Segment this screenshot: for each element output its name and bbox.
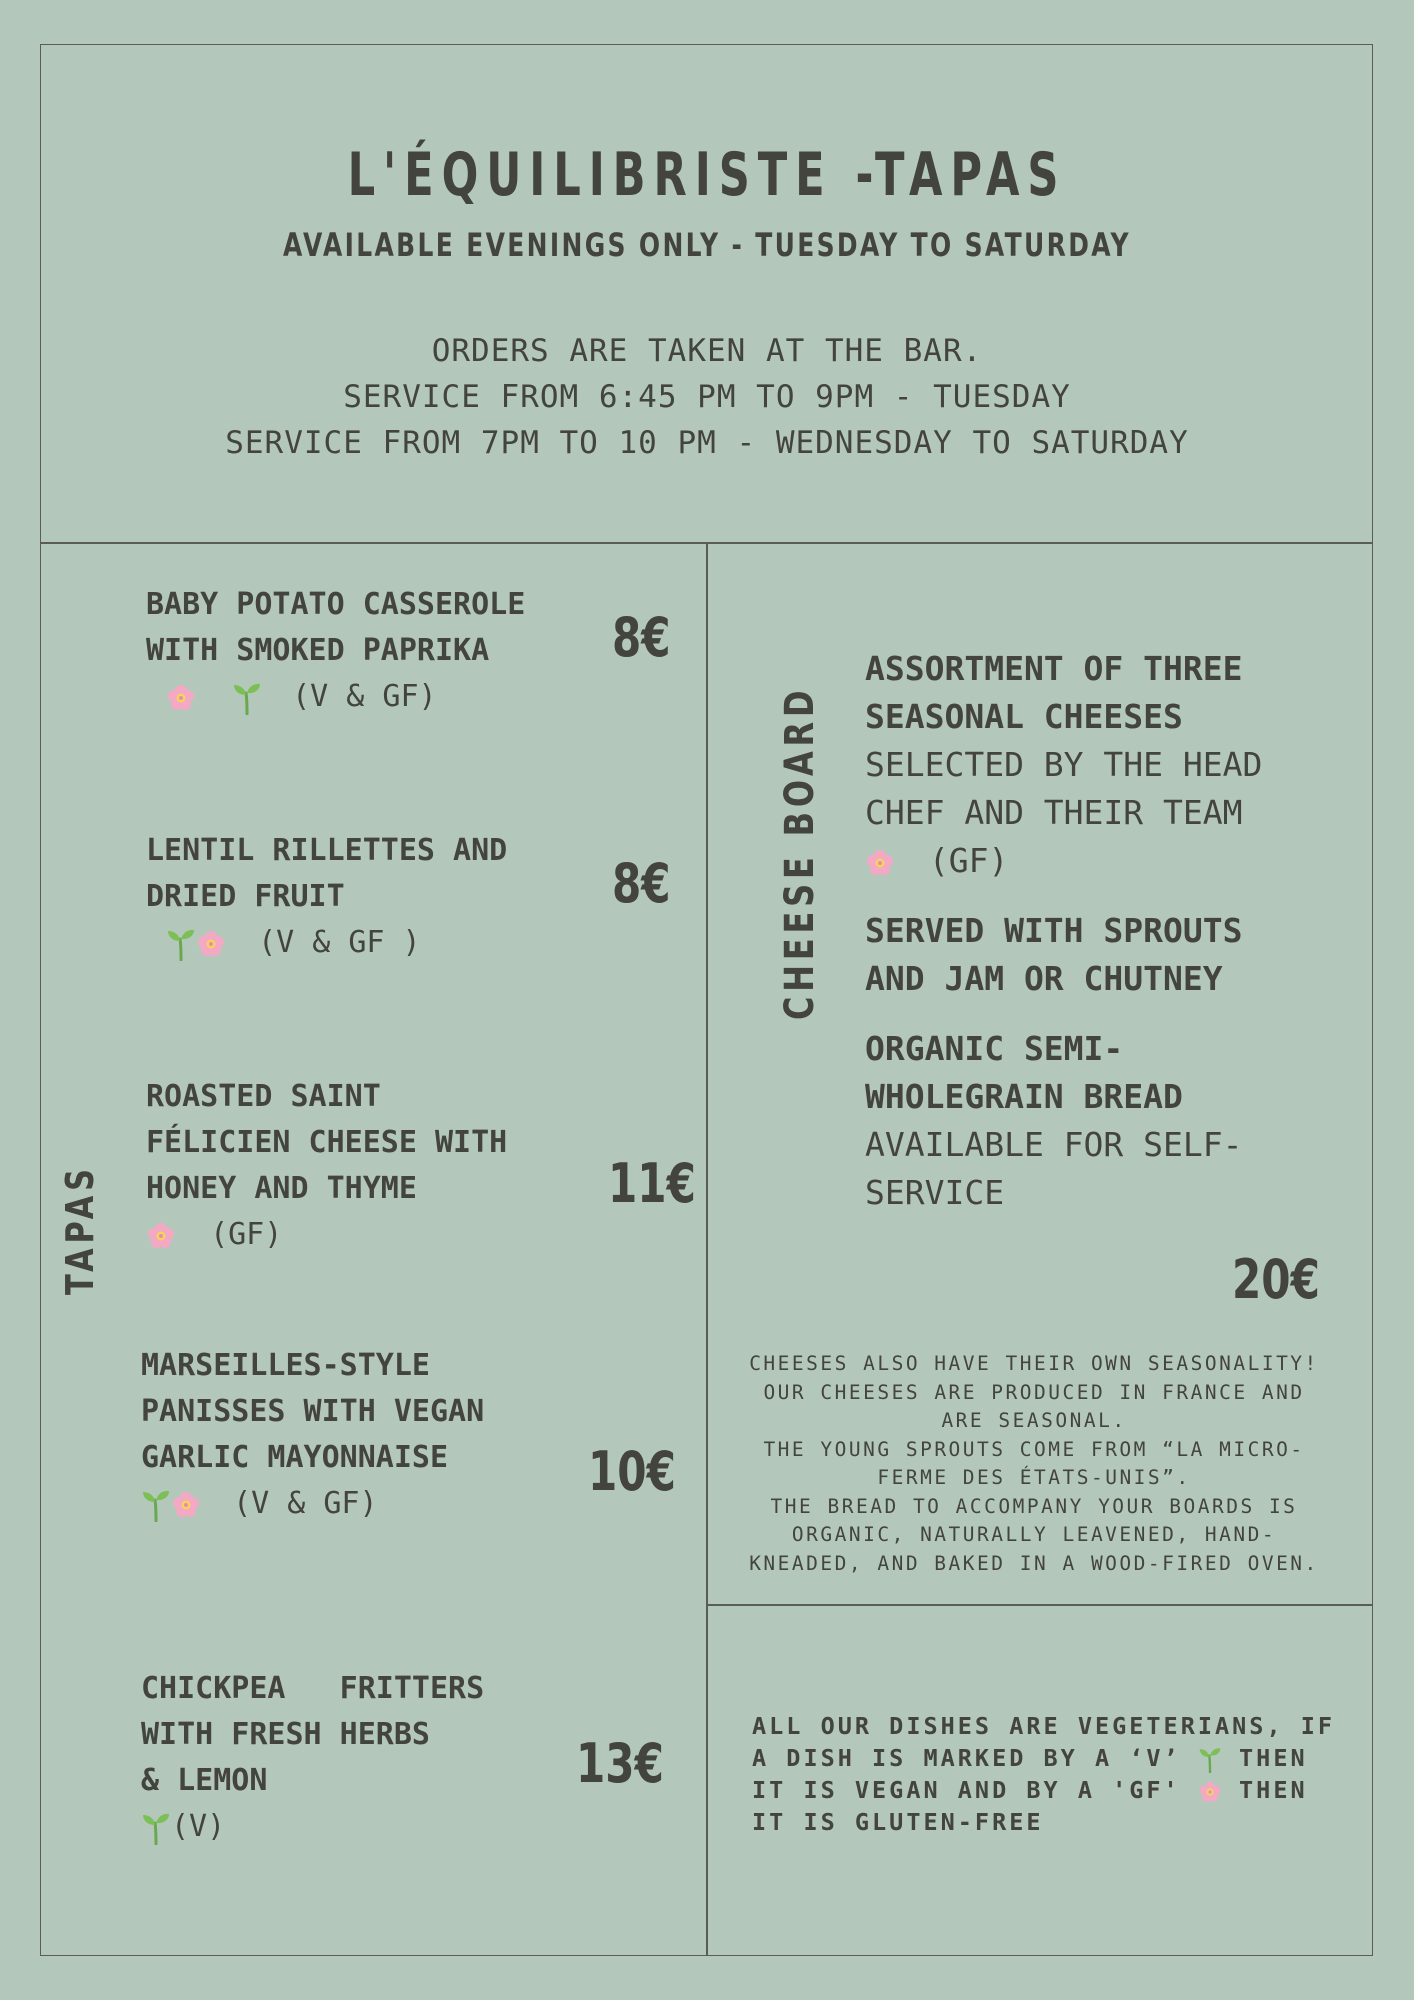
tapas-item-price: 11€ bbox=[608, 1152, 696, 1215]
service-info-line: SERVICE FROM 7PM TO 10 PM - WEDNESDAY TO SATURDAY bbox=[225, 425, 1189, 461]
tapas-item-name: & LEMON bbox=[141, 1763, 268, 1798]
tapas-item-name: DRIED FRUIT bbox=[146, 879, 345, 914]
cheese-note-line: CHEESES ALSO HAVE THEIR OWN SEASONALITY! bbox=[749, 1352, 1319, 1375]
service-info-line: ORDERS ARE TAKEN AT THE BAR. bbox=[431, 333, 983, 369]
legend-text: A DISH IS MARKED BY A ‘V’ bbox=[752, 1744, 1181, 1772]
tapas-item-price: 8€ bbox=[612, 606, 671, 669]
tapas-item-name: PANISSES WITH VEGAN bbox=[141, 1394, 485, 1429]
cheese-assortment-title: SEASONAL CHEESES bbox=[865, 697, 1183, 736]
tapas-item-tag: (V & GF) bbox=[292, 679, 437, 714]
legend-text: THEN bbox=[1239, 1776, 1308, 1804]
flower-icon bbox=[166, 683, 196, 713]
service-info-line: SERVICE FROM 6:45 PM TO 9PM - TUESDAY bbox=[343, 379, 1071, 415]
cheese-note-line: OUR CHEESES ARE PRODUCED IN FRANCE AND bbox=[763, 1380, 1305, 1404]
flower-icon bbox=[171, 1490, 201, 1520]
cheese-note-line: FERME DES ÉTATS-UNIS”. bbox=[877, 1466, 1191, 1489]
cheese-note-line: ARE SEASONAL. bbox=[941, 1409, 1127, 1432]
cheese-note-line: KNEADED, AND BAKED IN A WOOD-FIRED OVEN. bbox=[749, 1551, 1319, 1575]
cheese-assortment-tag-row bbox=[865, 837, 1335, 885]
tapas-item-name: FÉLICIEN CHEESE WITH bbox=[146, 1125, 508, 1160]
tapas-item-price: 8€ bbox=[612, 852, 671, 915]
tapas-item bbox=[146, 1074, 507, 1258]
sprout-icon bbox=[232, 681, 262, 715]
tapas-item-tag: (V & GF ) bbox=[258, 925, 421, 960]
column-divider bbox=[706, 542, 708, 1956]
tapas-item bbox=[141, 1343, 484, 1527]
legend-line: ALL OUR DISHES ARE VEGETERIANS, IF bbox=[752, 1712, 1336, 1740]
tapas-item-tag-row bbox=[141, 1804, 484, 1850]
cheese-bread-desc: SERVICE bbox=[865, 1173, 1005, 1212]
flower-icon bbox=[196, 929, 226, 959]
cheese-note-line: ORGANIC, NATURALLY LEAVENED, HAND- bbox=[791, 1523, 1277, 1546]
cheese-assortment-desc: SELECTED BY THE HEAD bbox=[865, 745, 1263, 784]
menu-subtitle: AVAILABLE EVENINGS ONLY - TUESDAY TO SATURDAY bbox=[283, 226, 1131, 264]
tapas-item-name: WITH SMOKED PAPRIKA bbox=[146, 633, 490, 668]
cheese-board-price: 20€ bbox=[1232, 1248, 1320, 1311]
flower-icon bbox=[865, 848, 895, 878]
menu-title: L'ÉQUILIBRISTE -TAPAS bbox=[347, 140, 1067, 210]
tapas-item-tag: (V & GF) bbox=[233, 1486, 378, 1521]
cheese-note-line: THE YOUNG SPROUTS COME FROM “LA MICRO- bbox=[763, 1437, 1305, 1461]
cheese-bread-desc: AVAILABLE FOR SELF- bbox=[865, 1125, 1243, 1164]
cheese-board-description bbox=[865, 645, 1335, 1217]
sprout-icon bbox=[141, 1488, 171, 1522]
tapas-item-tag: (V) bbox=[171, 1809, 226, 1844]
diet-legend bbox=[752, 1710, 1352, 1838]
legend-line bbox=[752, 1774, 1352, 1806]
tapas-item-name: HONEY AND THYME bbox=[146, 1171, 417, 1206]
tapas-item-tag: (GF) bbox=[210, 1217, 283, 1252]
cheese-served-with: AND JAM OR CHUTNEY bbox=[865, 959, 1223, 998]
sprout-icon bbox=[1198, 1746, 1222, 1773]
tapas-item-name: MARSEILLES-STYLE bbox=[141, 1348, 430, 1383]
tapas-item-tag-row bbox=[146, 1212, 507, 1258]
legend-text: IT IS VEGAN AND BY A 'GF' bbox=[752, 1776, 1181, 1804]
tapas-item-tag-row bbox=[146, 674, 525, 720]
tapas-item-tag-row bbox=[141, 1481, 484, 1527]
tapas-item-name: BABY POTATO CASSEROLE bbox=[146, 587, 526, 622]
sprout-icon bbox=[166, 927, 196, 961]
cheese-note-line: THE BREAD TO ACCOMPANY YOUR BOARDS IS bbox=[770, 1494, 1298, 1518]
cheese-notes bbox=[718, 1350, 1350, 1578]
legend-line: IT IS GLUTEN-FREE bbox=[752, 1808, 1044, 1836]
tapas-section-label: TAPAS bbox=[58, 1164, 102, 1295]
tapas-item-price: 10€ bbox=[588, 1440, 676, 1503]
cheese-served-with: SERVED WITH SPROUTS bbox=[865, 911, 1243, 950]
legend-divider bbox=[706, 1604, 1373, 1606]
sprout-icon bbox=[141, 1811, 171, 1845]
cheese-bread-title: ORGANIC SEMI- bbox=[865, 1029, 1124, 1068]
cheese-assortment-desc: CHEF AND THEIR TEAM bbox=[865, 793, 1243, 832]
tapas-item bbox=[146, 582, 525, 720]
cheese-assortment-title: ASSORTMENT OF THREE bbox=[865, 649, 1243, 688]
cheese-assortment-tag: (GF) bbox=[928, 841, 1009, 880]
legend-text: THEN bbox=[1239, 1744, 1308, 1772]
tapas-item-tag-row bbox=[146, 920, 507, 966]
flower-icon bbox=[1198, 1780, 1222, 1804]
tapas-item-price: 13€ bbox=[576, 1732, 664, 1795]
tapas-item bbox=[141, 1666, 484, 1850]
flower-icon bbox=[146, 1221, 176, 1251]
cheese-board-section-label: CHEESE BOARD bbox=[777, 685, 823, 1020]
tapas-item-name: LENTIL RILLETTES AND bbox=[146, 833, 508, 868]
cheese-bread-title: WHOLEGRAIN BREAD bbox=[865, 1077, 1183, 1116]
tapas-item-name: GARLIC MAYONNAISE bbox=[141, 1440, 449, 1475]
tapas-item-name: ROASTED SAINT bbox=[146, 1079, 381, 1114]
tapas-item bbox=[146, 828, 507, 966]
legend-line bbox=[752, 1742, 1352, 1774]
tapas-item-name: WITH FRESH HERBS bbox=[141, 1717, 430, 1752]
tapas-item-name: CHICKPEA FRITTERS bbox=[141, 1671, 485, 1706]
